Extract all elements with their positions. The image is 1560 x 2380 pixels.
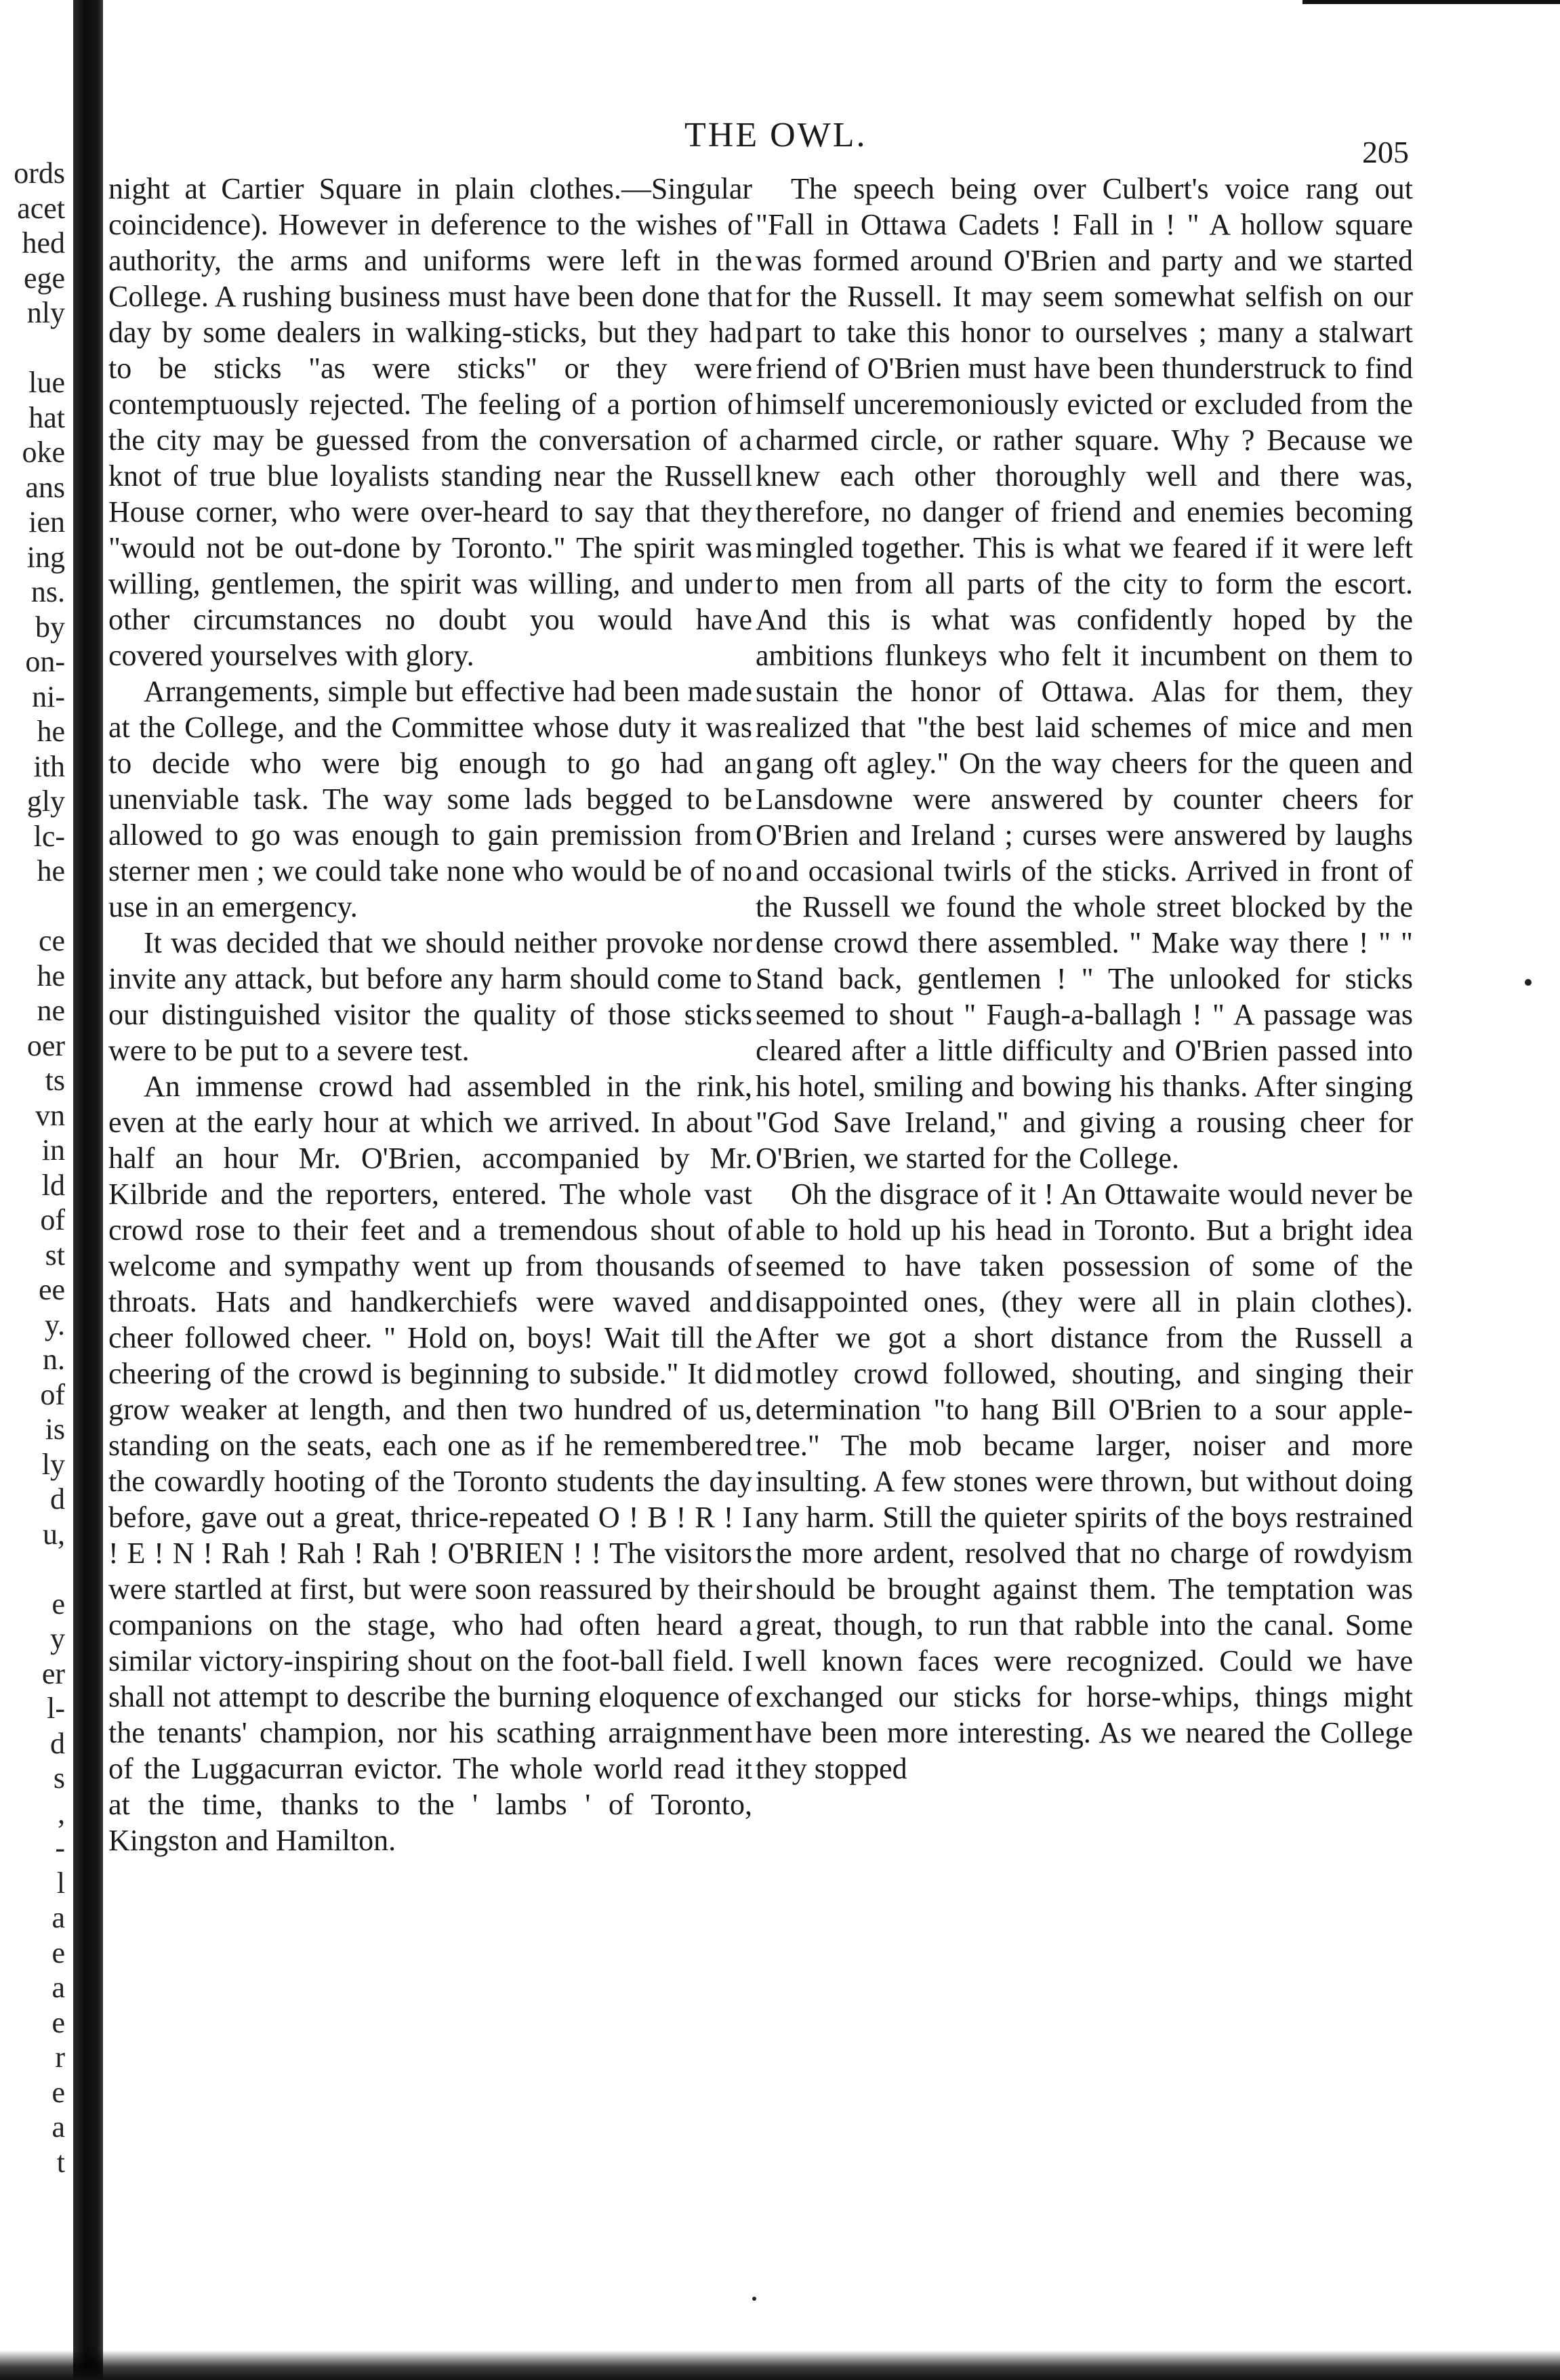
facing-page-fragment: e: [52, 2005, 65, 2039]
facing-page-fragment: of: [40, 1203, 65, 1236]
facing-page-fragment: er: [41, 1656, 65, 1690]
facing-page-fragment: t: [56, 2145, 65, 2179]
ink-speck: [1525, 979, 1532, 986]
facing-page-fragment: lue: [28, 366, 65, 399]
facing-page-fragment: ing: [26, 540, 65, 574]
facing-page-fragment: acet: [17, 191, 65, 225]
ink-speck: [752, 2297, 756, 2301]
facing-page-fragment: vn: [35, 1098, 65, 1132]
running-title: THE OWL.: [684, 116, 867, 154]
facing-page-fragment: l-: [47, 1692, 65, 1725]
paragraph: night at Cartier Square in plain clothes.—Singular coincidence). However in deference to the wishes of authority, the arms and uniforms were left in the College. A rushing business must have been done that day by some dealers in walking-sticks, but they had to be sticks "as were sticks" or they were contemptuously rejected. The feeling of a portion of the city may be guessed from the conversation of a knot of true blue loyalists standing near the Russell House corner, who were over-heard to say that they "would not be out-done by Toronto." The spirit was willing, gentlemen, the spirit was willing, and under other circumstances no doubt you would have covered yourselves with glory.: [108, 172, 752, 672]
book-spine-shadow: [73, 0, 103, 2380]
facing-page-fragment: l: [56, 1866, 65, 1900]
page-header: [0, 115, 1560, 169]
facing-page-fragment: ,: [58, 1796, 65, 1830]
facing-page-fragment: ce: [38, 924, 65, 957]
facing-page-fragment: d: [50, 1726, 65, 1760]
facing-page-fragment: oer: [26, 1028, 65, 1062]
facing-page-fragment: [0, 1551, 65, 1587]
facing-page-fragment: ords: [14, 156, 65, 190]
facing-page-fragment: gly: [26, 785, 65, 818]
facing-page-fragment: y.: [44, 1308, 65, 1341]
facing-page-fragment: ns.: [30, 575, 65, 608]
facing-page-fragment: ld: [41, 1168, 65, 1202]
facing-page-fragment: u,: [43, 1517, 65, 1551]
facing-page-fragment: ith: [33, 749, 65, 783]
facing-page-fragment: e: [52, 1587, 65, 1621]
facing-page-fragment: ans: [25, 470, 65, 504]
facing-page-fragment: he: [37, 715, 65, 748]
paragraph: An immense crowd had assembled in the rink, even at the early hour at which we arrived. In about half an hour Mr. O'Brien, accompanied by Mr. Kilbride and the reporters, entered. The whole vast crowd rose to their feet and a tremendous shout of welcome and sympathy went up from thousands of throats. Hats and handkerchiefs were waved and cheer followed cheer. " Hold on, boys! Wait till the cheering of the crowd is beginning to subside." It did grow weaker at length, and then two hundred of us, standing on the seats, each one as if he remembered the cowardly hooting of the Toronto students the day before, gave out a great, thrice-repeated O ! B ! R ! I ! E ! N ! Rah ! Rah ! Rah ! O'BRIEN ! ! The visitors were startled at first, but were soon reassured by their companions on the stage, who had often heard a similar victory-inspiring shout on the foot-ball field. I shall not attempt to describe the burning eloquence of the tenants' champion, nor his scathing arraignment of the Luggacurran evictor. The whole world read it at the time, thanks to the ' lambs ' of Toronto, Kingston and Hamilton.: [108, 1070, 752, 1857]
facing-page-fragment: n.: [43, 1343, 65, 1376]
facing-page-fragment: is: [45, 1413, 65, 1446]
facing-page-fragment: s: [53, 1761, 65, 1795]
text-column-left: [108, 171, 752, 1858]
facing-page-fragment: nly: [26, 296, 65, 329]
facing-page-fragment: he: [37, 854, 65, 888]
facing-page-fragment: hat: [28, 400, 65, 434]
facing-page-fragment: on-: [25, 645, 65, 678]
paragraph: Arrangements, simple but effective had been made at the College, and the Committee whose duty it was to decide who were big enough to go had an unenviable task. The way some lads begged to be allowed to go was enough to gain premission from sterner men ; we could take none who would be of no use in an emergency.: [108, 675, 752, 923]
facing-page-fragment: by: [35, 610, 65, 644]
facing-page-fragment: hed: [22, 226, 65, 259]
text-column-right: [756, 171, 1413, 1787]
facing-page-fragment: d: [50, 1482, 65, 1516]
facing-page-fragment: e: [52, 2075, 65, 2109]
scan-bottom-shadow: [0, 2350, 1560, 2380]
facing-page-fragment: ien: [28, 505, 65, 539]
scan-edge-mark: [1302, 0, 1560, 4]
facing-page-fragment: ee: [38, 1273, 65, 1306]
facing-page-fragment: a: [52, 1901, 65, 1934]
facing-page-fragment: lc-: [33, 819, 65, 853]
facing-page-fragment: r: [55, 2041, 65, 2074]
facing-page-fragment: oke: [22, 436, 65, 469]
paragraph: Oh the disgrace of it ! An Ottawaite would never be able to hold up his head in Toronto. But a bright idea seemed to have taken possession of some of the disappointed ones, (they were all in plain clothes). After we got a short distance from the Russell a motley crowd followed, shouting, and singing their determination "to hang Bill O'Brien to a sour apple-tree." The mob became larger, noiser and more insulting. A few stones were thrown, but without doing any harm. Still the quieter spirits of the boys restrained the more ardent, resolved that no charge of rowdyism should be brought against them. The temptation was great, though, to run that rabble into the canal. Some well known faces were recognized. Could we have exchanged our sticks for horse-whips, things might have been more interesting. As we neared the College they stopped: [756, 1177, 1413, 1785]
paragraph: The speech being over Culbert's voice rang out "Fall in Ottawa Cadets ! Fall in ! " A hollow square was formed around O'Brien and party and we started for the Russell. It may seem somewhat selfish on our part to take this honor to ourselves ; many a stalwart friend of O'Brien must have been thunderstruck to find himself unceremoniously evicted or excluded from the charmed circle, or rather square. Why ? Because we knew each other thoroughly well and there was, therefore, no danger of friend and enemies becoming mingled together. This is what we feared if it were left to men from all parts of the city to form the escort. And this is what was confidently hoped by the ambitions flunkeys who felt it incumbent on them to sustain the honor of Ottawa. Alas for them, they realized that "the best laid schemes of mice and men gang oft agley." On the way cheers for the queen and Lansdowne were answered by counter cheers for O'Brien and Ireland ; curses were answered by laughs and occasional twirls of the sticks. Arrived in front of the Russell we found the whole street blocked by the dense crowd there assembled. " Make way there ! " " Stand back, gentlemen ! " The unlooked for sticks seemed to shout " Faugh-a-ballagh ! " A passage was cleared after a little difficulty and O'Brien passed into his hotel, smiling and bowing his thanks. After singing "God Save Ireland," and giving a rousing cheer for O'Brien, we started for the College.: [756, 172, 1413, 1175]
page-number: 205: [1362, 135, 1409, 169]
facing-page-fragment: a: [52, 1971, 65, 2004]
facing-page-fragment: y: [50, 1622, 65, 1655]
facing-page-fragment: [0, 331, 65, 366]
facing-page-fragment: ne: [37, 994, 65, 1027]
facing-page-fragment: a: [52, 2110, 65, 2144]
facing-page-fragment: he: [37, 959, 65, 993]
paragraph: It was decided that we should neither provoke nor invite any attack, but before any harm should come to our distinguished visitor the quality of those sticks were to be put to a severe test.: [108, 926, 752, 1067]
facing-page-fragment: ni-: [32, 680, 65, 713]
facing-page-fragment: in: [41, 1133, 65, 1167]
facing-page-fragment: ts: [45, 1064, 65, 1097]
facing-page-fragment: of: [40, 1377, 65, 1411]
facing-page-fragment: -: [55, 1831, 65, 1864]
facing-page-fragment: ly: [41, 1447, 65, 1481]
facing-page-fragment: ege: [23, 261, 65, 295]
facing-page-fragments: [0, 156, 65, 2179]
facing-page-fragment: e: [52, 1936, 65, 1969]
facing-page-fragment: st: [45, 1238, 65, 1272]
facing-page-fragment: [0, 889, 65, 924]
